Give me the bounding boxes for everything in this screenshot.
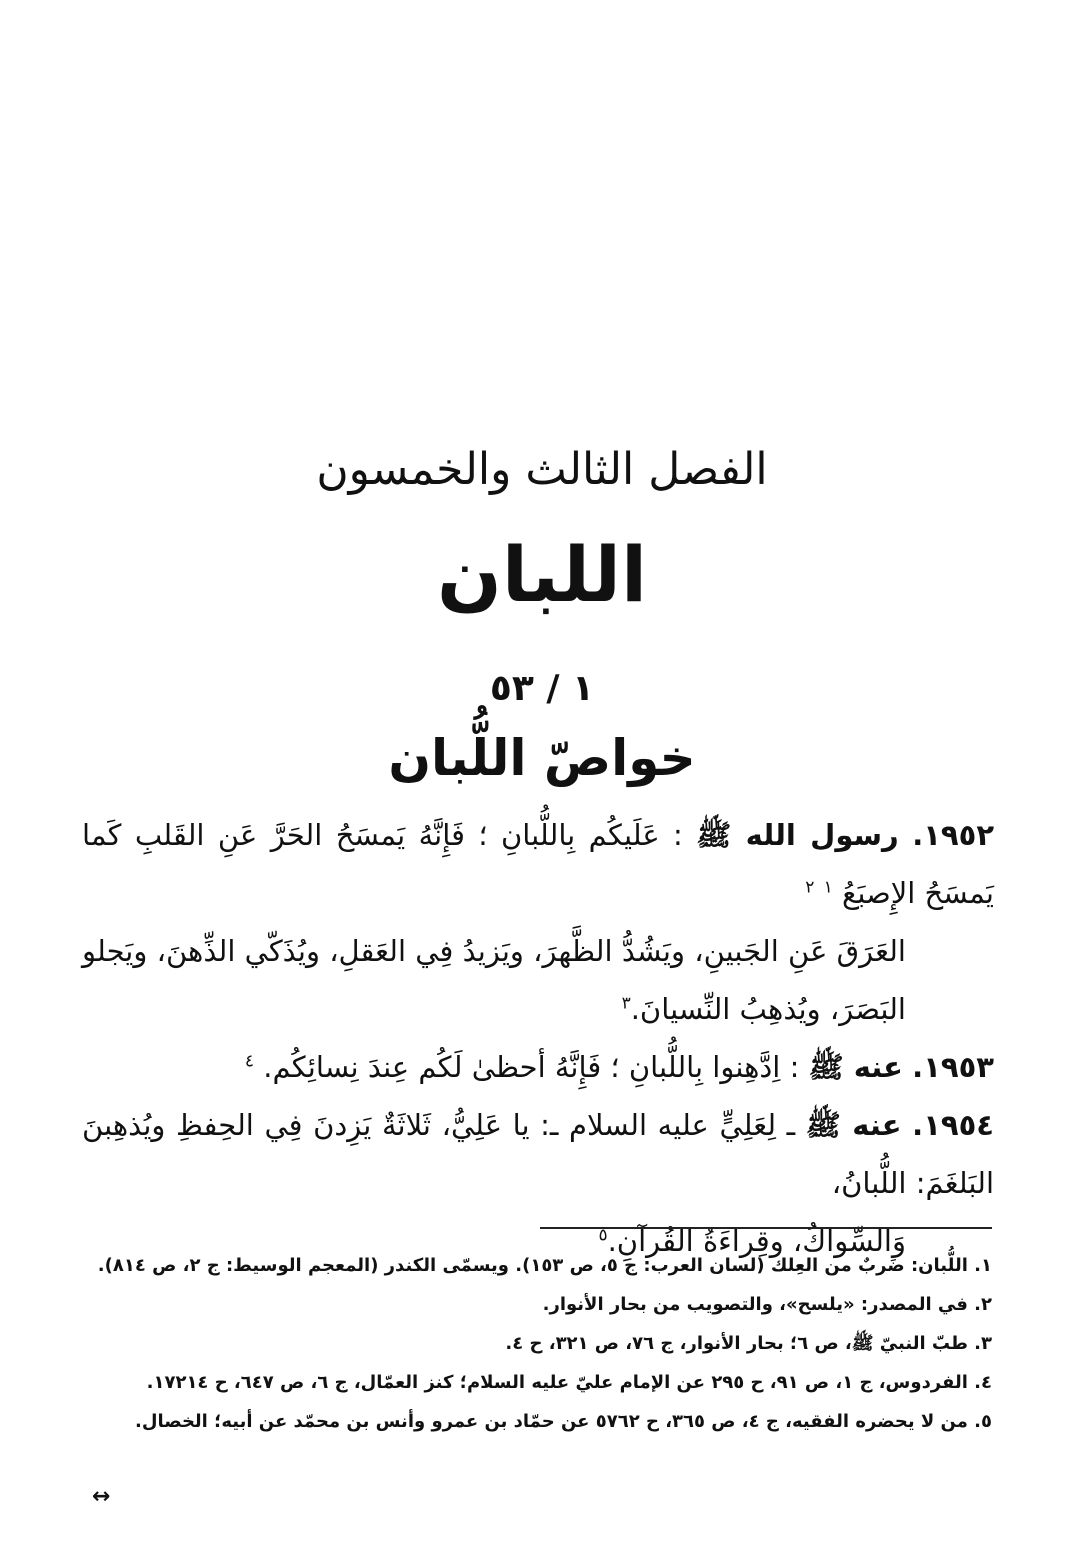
section-number: ١ / ٥٣ <box>489 668 595 709</box>
hadith-continuation <box>82 922 994 1038</box>
footnote-ref: ٣ <box>621 993 631 1014</box>
hadith-continuation-text: العَرَقَ عَنِ الجَبينِ، ويَشُدُّ الظَّهرَ، ويَزيدُ فِي العَقلِ، ويُذَكّي الذِّهنَ، ويَجلو البَصَرَ، ويُذهِبُ النِّسيانَ. <box>82 934 906 1026</box>
footnote-item: ٢. في المصدر: «يلسح»، والتصويب من بحار الأنوار. <box>542 1294 992 1315</box>
footnote-item: ٤. الفردوس، ج ١، ص ٩١، ح ٢٩٥ عن الإمام عليّ عليه السلام؛ كنز العمّال، ج ٦، ص ٦٤٧، ح ١٧٢١٤. <box>146 1372 992 1393</box>
hadith-text: : عَلَيكُم بِاللُّبانِ ؛ فَإِنَّهُ يَمسَحُ الحَرَّ عَنِ القَلبِ كَما يَمسَحُ الإِصبَعُ <box>82 818 994 910</box>
footnote-ref: ١ <box>823 877 833 898</box>
footnote-item: ٥. من لا يحضره الفقيه، ج ٤، ص ٣٦٥، ح ٥٧٦٢ عن حمّاد بن عمرو وأنس بن محمّد عن أبيه؛ الخصال. <box>135 1411 992 1432</box>
footnote-ref: ٢ <box>805 877 815 898</box>
footnote-divider <box>540 1227 992 1229</box>
chapter-title: اللبان <box>436 530 648 619</box>
page-ornament-icon: ↔ <box>92 1484 111 1509</box>
hadith-number: ١٩٥٣. <box>912 1050 994 1084</box>
hadith-narrator: عنه ﷺ <box>805 1108 902 1142</box>
footnote-item: ١. اللُّبان: ضَربٌ من العِلك (لسان العرب: ج ٥، ص ١٥٣). ويسمّى الكندر (المعجم الوسيط: ج ٢، ص ٨١٤). <box>97 1255 992 1276</box>
hadith-1953 <box>82 1038 994 1096</box>
footnote-ref: ٤ <box>244 1051 255 1072</box>
hadith-1952 <box>82 806 994 1038</box>
footnotes <box>80 1246 992 1441</box>
hadith-number: ١٩٥٢. <box>912 818 995 852</box>
footnote-item: ٣. طبّ النبيّ ﷺ، ص ٦؛ بحار الأنوار، ج ٧٦، ص ٣٢١، ح ٤. <box>505 1333 992 1354</box>
hadith-continuation-text: وَالسِّواكُ، وقِراءَةُ القُرآنِ. <box>607 1224 906 1258</box>
hadith-narrator: عنه ﷺ <box>808 1050 903 1084</box>
hadith-text: : اِدَّهِنوا بِاللُّبانِ ؛ فَإِنَّهُ أحظىٰ لَكُم عِندَ نِسائِكُم. <box>263 1050 800 1084</box>
hadith-narrator: رسول الله ﷺ <box>696 818 899 852</box>
section-title: خواصّ اللُّبان <box>388 729 696 787</box>
footnote-ref: ٥ <box>598 1225 608 1246</box>
hadith-list <box>82 806 994 1270</box>
hadith-1954 <box>82 1096 994 1270</box>
hadith-number: ١٩٥٤. <box>912 1108 994 1142</box>
chapter-label: الفصل الثالث والخمسون <box>316 444 768 495</box>
hadith-text: ـ لِعَلِيٍّ عليه السلام ـ: يا عَلِيُّ، ثَلاثَةٌ يَزِدنَ فِي الحِفظِ ويُذهِبنَ البَلغَمَ: اللُّبانُ، <box>82 1108 994 1200</box>
